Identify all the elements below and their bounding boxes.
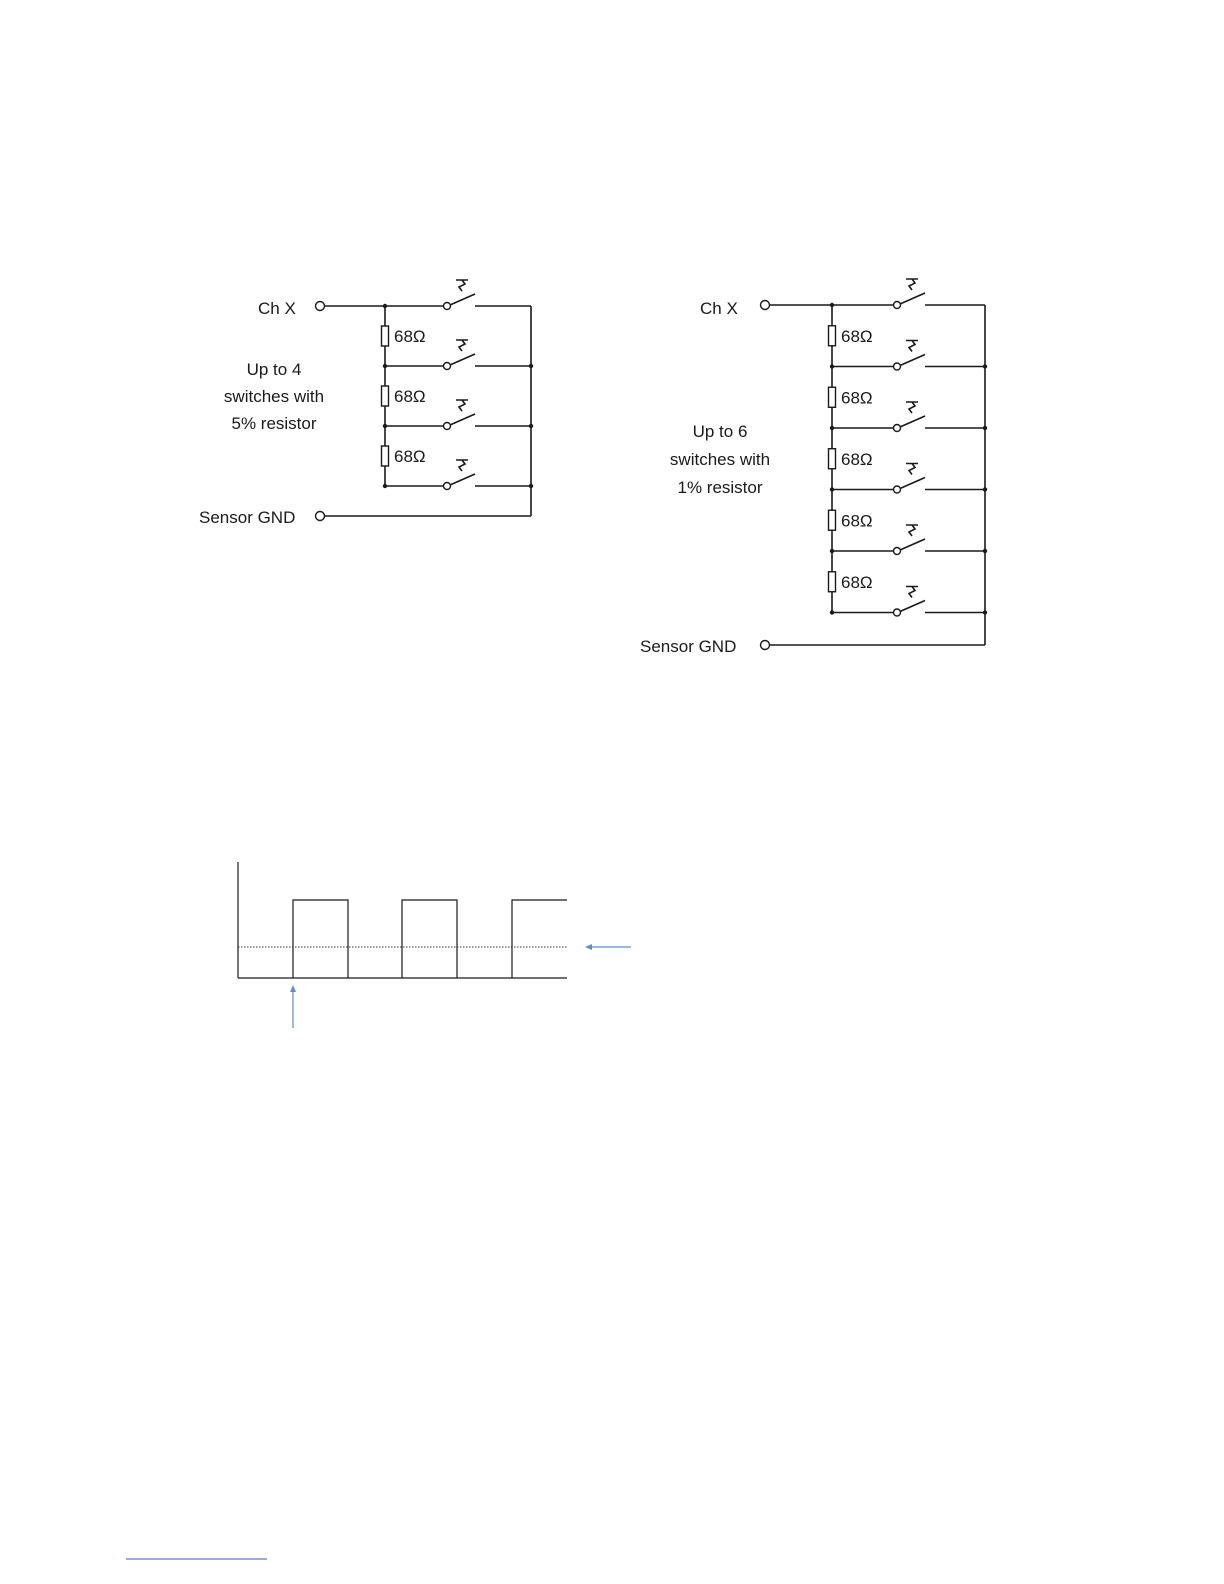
right-resistor-label: 68Ω (841, 449, 873, 469)
left-resistor-label: 68Ω (394, 387, 426, 406)
right-push-actuator-icon (906, 587, 918, 598)
right-switch-contact (894, 548, 901, 555)
left-push-actuator-icon (456, 460, 468, 471)
left-resistor-label: 68Ω (394, 447, 426, 466)
right-rail-junction (830, 364, 834, 368)
waveform-pulse (512, 900, 567, 978)
left-note-line-2: switches with (223, 387, 325, 406)
left-switch-contact (444, 483, 451, 490)
left-switch-contact (444, 423, 451, 430)
right-rail-junction (830, 610, 834, 614)
right-switch-contact (894, 486, 901, 493)
edge-arrow-head-icon (290, 985, 296, 992)
right-resistor (829, 449, 836, 469)
right-sensor-gnd-label: Sensor GND (640, 637, 737, 656)
threshold-arrow-head-icon (585, 944, 592, 950)
left-resistor (382, 386, 389, 406)
right-note-line-1: Up to 6 (692, 422, 748, 441)
left-note-line-3: 5% resistor (231, 414, 317, 433)
right-switch-blade (900, 478, 925, 489)
right-resistor (829, 572, 836, 592)
right-push-actuator-icon (906, 402, 918, 413)
left-resistor (382, 326, 389, 346)
right-resistor (829, 510, 836, 530)
left-switch-ladder-diagram (199, 280, 533, 527)
right-ch-x-label: Ch X (700, 299, 738, 318)
left-sensor-gnd-label: Sensor GND (199, 508, 296, 527)
right-switch-blade (900, 416, 925, 427)
right-push-actuator-icon (906, 341, 918, 352)
right-switch-contact (894, 609, 901, 616)
right-resistor-label: 68Ω (841, 572, 873, 592)
left-switch-blade (450, 294, 475, 305)
right-rail-junction (830, 487, 834, 491)
right-switch-contact (894, 302, 901, 309)
left-gnd-terminal (316, 512, 325, 521)
right-switch-blade (900, 293, 925, 304)
right-gnd-terminal (761, 641, 770, 650)
right-resistor-label: 68Ω (841, 388, 873, 408)
right-switch-blade (900, 539, 925, 550)
waveform-pulse (293, 900, 348, 978)
left-push-actuator-icon (456, 280, 468, 291)
left-push-actuator-icon (456, 400, 468, 411)
left-resistor-label: 68Ω (394, 327, 426, 346)
right-switch-contact (894, 363, 901, 370)
left-switch-blade (450, 414, 475, 425)
right-push-actuator-icon (906, 279, 918, 290)
right-push-actuator-icon (906, 525, 918, 536)
right-resistor (829, 326, 836, 346)
left-rail-junction (383, 364, 387, 368)
right-switch-blade (900, 601, 925, 612)
right-note-line-2: switches with (669, 450, 771, 469)
right-note-line-3: 1% resistor (677, 478, 763, 497)
right-switch-ladder-diagram (640, 279, 987, 656)
left-switch-contact (444, 363, 451, 370)
pulse-waveform-diagram (238, 862, 631, 1028)
left-input-junction (383, 304, 387, 308)
left-resistor (382, 446, 389, 466)
left-rail-junction (383, 484, 387, 488)
left-note-line-1: Up to 4 (246, 360, 302, 379)
right-resistor-label: 68Ω (841, 326, 873, 346)
left-switch-blade (450, 474, 475, 485)
left-ch-x-label: Ch X (258, 299, 296, 318)
right-input-junction (830, 303, 834, 307)
right-push-actuator-icon (906, 464, 918, 475)
right-rail-junction (830, 549, 834, 553)
right-rail-junction (830, 426, 834, 430)
left-push-actuator-icon (456, 340, 468, 351)
left-rail-junction (383, 424, 387, 428)
left-switch-blade (450, 354, 475, 365)
right-resistor (829, 387, 836, 407)
right-switch-blade (900, 355, 925, 366)
right-resistor-label: 68Ω (841, 511, 873, 531)
left-switch-contact (444, 303, 451, 310)
waveform-pulse (402, 900, 457, 978)
right-switch-contact (894, 425, 901, 432)
left-ch-x-terminal (316, 302, 325, 311)
right-ch-x-terminal (761, 301, 770, 310)
